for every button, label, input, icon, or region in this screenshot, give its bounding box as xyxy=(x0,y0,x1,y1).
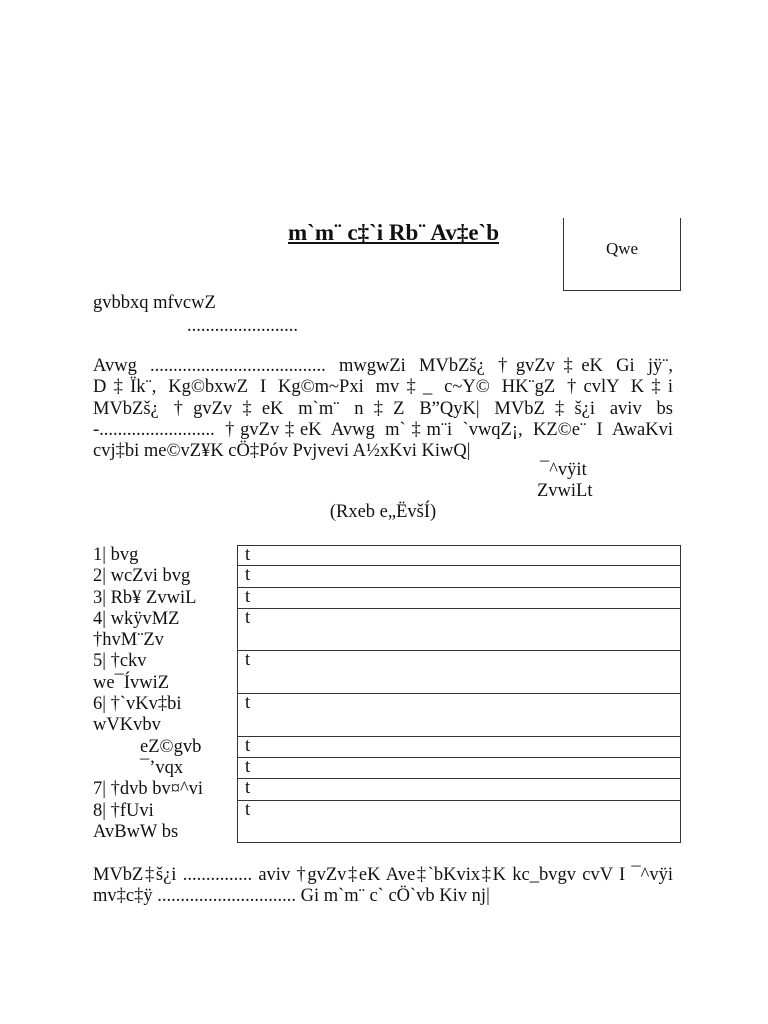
row-label-line: eZ©gvb xyxy=(140,736,202,757)
signature-label: ¯^vÿit xyxy=(540,460,587,480)
row-label xyxy=(93,651,237,694)
bio-data-table xyxy=(93,545,681,843)
row-value-cell xyxy=(237,737,681,758)
row-label-line: 7| †dvb bv¤^vi xyxy=(93,779,204,800)
closing-statement xyxy=(93,865,673,907)
row-value: t xyxy=(245,799,251,820)
row-label xyxy=(93,545,237,566)
row-value: t xyxy=(245,607,251,628)
row-value: t xyxy=(245,650,251,671)
row-label-line: 4| wkÿvMZ xyxy=(93,608,180,629)
row-label-line: 3| Rb¥ ZvwiL xyxy=(93,587,197,608)
body-line: cvj‡bi me©vZ¥K cÖ‡Póv Pvjvevi A½xKvi KiwQ| xyxy=(93,441,471,461)
row-value: t xyxy=(245,586,251,607)
table-row xyxy=(93,651,681,694)
table-row xyxy=(93,694,681,737)
body-line: -......................... †gvZv‡eK Avwg m`‡m¨i `vwqZ¡, KZ©e¨ I AwaKvi xyxy=(93,419,673,440)
row-label-line: we¯ÍvwiZ xyxy=(93,672,170,693)
closing-line: MVbZ‡š¿i ............... aviv †gvZv‡eK Ave‡`bKvix‡K kc_bvgv cvV I ¯^vÿi xyxy=(93,865,673,885)
row-label xyxy=(93,694,237,737)
row-label-line: 6| †`vKv‡bi xyxy=(93,694,182,715)
row-value-cell xyxy=(237,651,681,694)
row-value: t xyxy=(245,778,251,799)
table-row xyxy=(93,545,681,566)
row-value: t xyxy=(245,756,251,777)
row-label-line: 8| †fUvi xyxy=(93,800,154,821)
body-line: D‡Ïk¨, Kg©bxwZ I Kg©m~Pxi mv‡_ c~Y© HK¨gZ †cvlY K‡i xyxy=(93,377,673,398)
row-label-line: AvBwW bs xyxy=(93,821,179,842)
row-label xyxy=(93,758,237,779)
row-value-cell xyxy=(237,545,681,566)
row-label xyxy=(93,588,237,609)
table-row xyxy=(93,758,681,779)
row-value-cell xyxy=(237,801,681,844)
date-label: ZvwiLt xyxy=(537,481,593,501)
row-value: t xyxy=(245,545,251,565)
application-body xyxy=(93,356,673,462)
row-label-line: ¯’vqx xyxy=(140,757,184,778)
row-value: t xyxy=(245,565,251,586)
row-value: t xyxy=(245,735,251,756)
row-value: t xyxy=(245,693,251,714)
form-title: m`m¨ c‡`i Rb¨ Av‡e`b xyxy=(288,220,499,245)
row-label-line: 2| wcZvi bvg xyxy=(93,566,191,587)
row-label xyxy=(93,779,237,800)
row-label xyxy=(93,566,237,587)
row-value-cell xyxy=(237,609,681,652)
row-label xyxy=(93,801,237,844)
row-label-line: †hvM¨Zv xyxy=(93,630,164,651)
table-row xyxy=(93,609,681,652)
photo-box xyxy=(563,218,681,291)
table-row xyxy=(93,588,681,609)
table-row xyxy=(93,801,681,844)
body-line: MVbZš¿ †gvZv‡eK m`m¨ n‡Z B”QyK| MVbZ‡š¿i aviv bs xyxy=(93,398,673,419)
row-label-line: 1| bvg xyxy=(93,545,139,565)
row-label xyxy=(93,609,237,652)
addressee: gvbbxq mfvcwZ xyxy=(93,293,216,313)
row-label-line: 5| †ckv xyxy=(93,651,147,672)
row-value-cell xyxy=(237,694,681,737)
photo-label: Qwe xyxy=(605,239,639,258)
row-value-cell xyxy=(237,588,681,609)
row-value-cell xyxy=(237,566,681,587)
body-line: Avwg ...................................... mwgwZi MVbZš¿ †gvZv‡eK Gi jÿ¨, xyxy=(93,356,673,376)
table-row xyxy=(93,566,681,587)
table-row xyxy=(93,779,681,800)
closing-line: mv‡c‡ÿ .............................. Gi m`m¨ c` cÖ`vb Kiv nj| xyxy=(93,886,490,906)
bio-heading: (Rxeb e„ËvšÍ) xyxy=(329,502,437,522)
row-value-cell xyxy=(237,758,681,779)
table-row xyxy=(93,737,681,758)
row-value-cell xyxy=(237,779,681,800)
row-label-line: wVKvbv xyxy=(93,715,161,736)
row-label xyxy=(93,737,237,758)
addressee-blank: ........................ xyxy=(187,316,298,336)
